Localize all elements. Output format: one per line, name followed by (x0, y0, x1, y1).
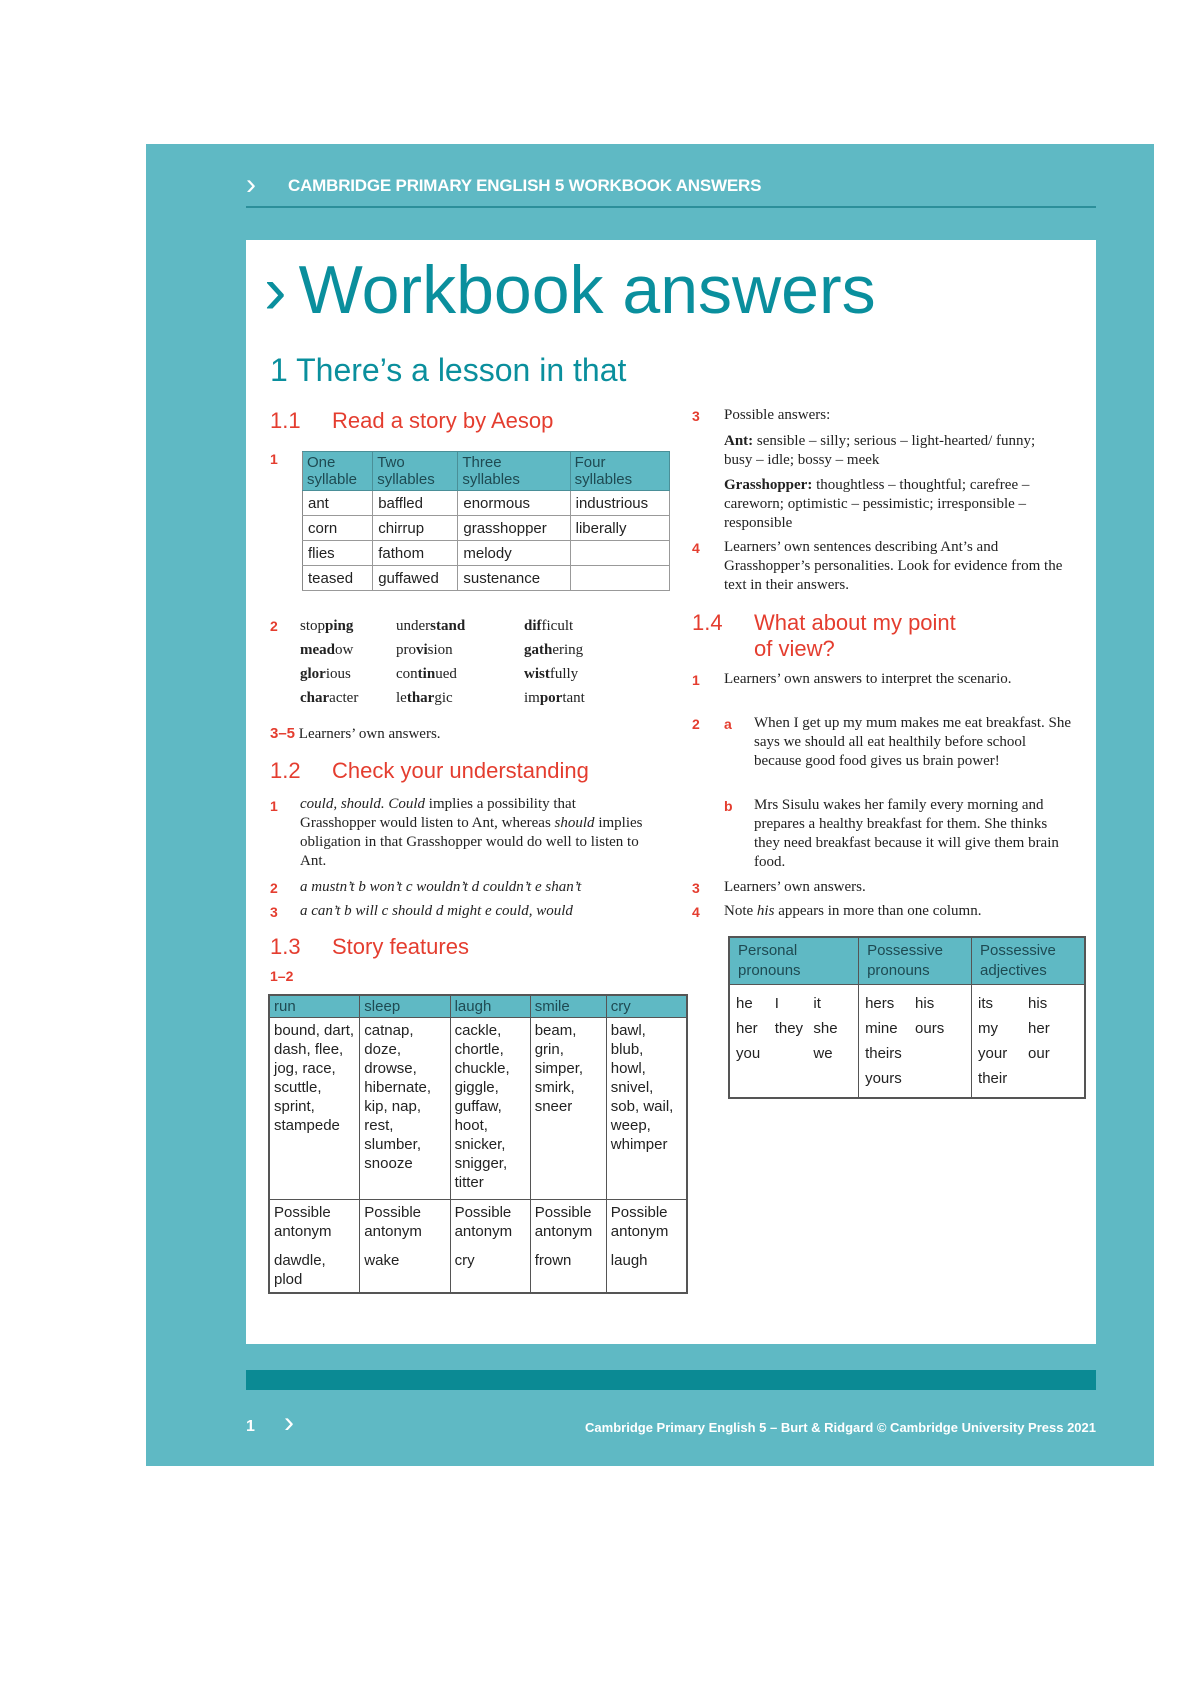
footer-bar (246, 1370, 1096, 1390)
word: understand (396, 618, 466, 634)
word: lethargic (396, 690, 453, 706)
header-title: CAMBRIDGE PRIMARY ENGLISH 5 WORKBOOK ANSWERS (288, 176, 762, 195)
page-title: › Workbook answers (264, 252, 876, 328)
question-number: 3 (270, 904, 278, 920)
synonym-table (268, 994, 688, 1294)
answer-1-4-3: Learners’ own answers. (724, 879, 866, 895)
question-number: 3 (692, 408, 700, 424)
answer-1-1-4: Learners’ own sentences describing Ant’s and Grasshopper’s personalities. Look for evidence from the text in their answers. (724, 539, 1063, 593)
question-number: 3 (692, 880, 700, 896)
running-header (246, 168, 1096, 208)
section-heading-1-3: 1.3 Story features (270, 934, 469, 959)
col-header: Two syllables (373, 452, 458, 491)
answer-1-2-3: a can’t b will c should d might e could, would (300, 903, 573, 919)
header-rule (246, 206, 1096, 208)
question-number: 4 (692, 540, 700, 556)
table-row: flies fathom melody (303, 541, 670, 566)
section-heading-1-2: 1.2 Check your understanding (270, 758, 589, 783)
question-number: 2 (270, 880, 278, 896)
col-header: One syllable (303, 452, 373, 491)
next-page-icon[interactable]: › (284, 1406, 294, 1439)
word: provision (396, 642, 453, 658)
table-row: corn chirrup grasshopper liberally (303, 516, 670, 541)
table-row: bound, dart, dash, flee, jog, race, scuttle, sprint, stampede catnap, doze, drowse, hibernate, kip, nap, rest, slumber, snooze cackle, chortle, chuckle, giggle, guffaw, hoot, snicker, snigger, titter beam, grin, simper, smirk, sneer bawl, blub, howl, snivel, sob, wail, weep, whimper (269, 1018, 687, 1200)
col-header: cry (606, 995, 687, 1018)
word: meadow (300, 642, 354, 658)
syllable-table (302, 451, 670, 591)
col-header: Possessive adjectives (972, 937, 1085, 985)
word: character (300, 690, 359, 706)
answer-1-4-2b: Mrs Sisulu wakes her family every morning and prepares a healthy breakfast for them. She thinks they need breakfast because it will give them brain food. (754, 797, 1059, 870)
question-number: 2 (270, 618, 278, 634)
word: gathering (524, 642, 584, 658)
section-heading-1-4: 1.4 What about my point of view? (692, 610, 956, 661)
page-number: 1 (246, 1418, 255, 1435)
col-header: Four syllables (570, 452, 669, 491)
answer-grasshopper: Grasshopper: thoughtless – thoughtful; carefree – careworn; optimistic – pessimistic; irresponsible – responsible (724, 477, 1030, 531)
unit-title: 1 There’s a lesson in that (270, 352, 627, 388)
col-header: Three syllables (458, 452, 570, 491)
col-header: smile (530, 995, 606, 1018)
word: continued (396, 666, 457, 682)
table-row: teased guffawed sustenance (303, 566, 670, 591)
col-header: laugh (450, 995, 530, 1018)
answer-ant: Ant: sensible – silly; serious – light-hearted/ funny; busy – idle; bossy – meek (724, 433, 1036, 468)
word: stopping (300, 618, 354, 634)
answer-1-2-1: could, should. Could implies a possibility that Grasshopper would listen to Ant, whereas should implies obligation in that Grasshopper would do well to listen to Ant. (300, 796, 643, 869)
chevron-right-icon: › (264, 252, 287, 328)
question-number: 1 (270, 451, 278, 467)
col-header: Possessive pronouns (859, 937, 972, 985)
question-number: 4 (692, 904, 700, 920)
question-letter: b (724, 798, 733, 814)
answer-3-5: 3–5 Learners’ own answers. (270, 725, 441, 742)
answer-1-4-1: Learners’ own answers to interpret the scenario. (724, 671, 1012, 687)
answer-1-2-2: a mustn’t b won’t c wouldn’t d couldn’t e shan’t (300, 879, 582, 895)
question-number: 1 (270, 798, 278, 814)
section-heading-1-1: 1.1 Read a story by Aesop (270, 408, 554, 433)
pronoun-table (728, 936, 1086, 1099)
chevron-right-icon: › (246, 168, 256, 201)
col-header: sleep (360, 995, 450, 1018)
question-number: 1 (692, 672, 700, 688)
answer-1-1-3-intro: Possible answers: (724, 407, 831, 423)
question-letter: a (724, 716, 732, 732)
word: difficult (524, 618, 574, 634)
word: glorious (300, 666, 351, 682)
word: wistfully (524, 666, 579, 682)
answer-1-4-2a: When I get up my mum makes me eat breakfast. She says we should all eat healthily before school because good food gives us brain power! (754, 715, 1071, 769)
question-number: 2 (692, 716, 700, 732)
table-row: ant baffled enormous industrious (303, 491, 670, 516)
answer-1-4-4: Note his appears in more than one column. (724, 903, 982, 919)
table-row: Possible antonym dawdle, plod Possible antonym wake Possible antonym cry Possible antonym frown Possible antonym laugh (269, 1200, 687, 1294)
question-number: 1–2 (270, 968, 294, 984)
copyright: Cambridge Primary English 5 – Burt & Ridgard © Cambridge University Press 2021 (585, 1420, 1096, 1435)
word: important (524, 690, 585, 706)
col-header: Personal pronouns (729, 937, 859, 985)
col-header: run (269, 995, 360, 1018)
table-row: he I it her they she you we hers his mine ours theirs yours its his my her your our their (729, 985, 1085, 1099)
